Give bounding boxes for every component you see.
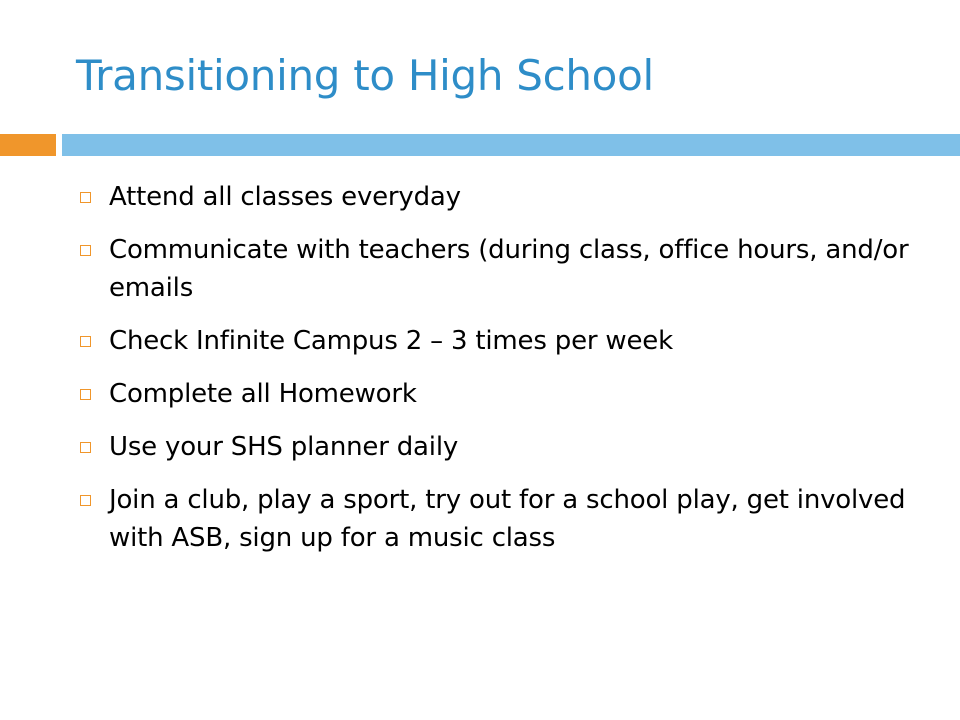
accent-bar-orange (0, 134, 56, 156)
bullet-text: Complete all Homework (109, 379, 417, 409)
slide-title: Transitioning to High School (76, 51, 654, 100)
accent-bar-blue (62, 134, 960, 156)
bullet-item (76, 231, 936, 307)
bullet-text: Use your SHS planner daily (109, 432, 459, 462)
checkbox-bullet-icon (80, 245, 91, 256)
bullet-text: Join a club, play a sport, try out for a school play, get involved with ASB, sign up for a music class (109, 485, 906, 553)
checkbox-bullet-icon (80, 442, 91, 453)
checkbox-bullet-icon (80, 336, 91, 347)
bullet-text: Check Infinite Campus 2 – 3 times per week (109, 326, 673, 356)
checkbox-bullet-icon (80, 192, 91, 203)
bullet-item (76, 178, 936, 216)
bullet-item (76, 481, 936, 557)
checkbox-bullet-icon (80, 389, 91, 400)
bullet-text: Attend all classes everyday (109, 182, 461, 212)
bullet-item (76, 375, 936, 413)
bullet-list (76, 178, 936, 572)
bullet-text: Communicate with teachers (during class, office hours, and/or emails (109, 235, 909, 303)
bullet-item (76, 322, 936, 360)
checkbox-bullet-icon (80, 495, 91, 506)
bullet-item (76, 428, 936, 466)
